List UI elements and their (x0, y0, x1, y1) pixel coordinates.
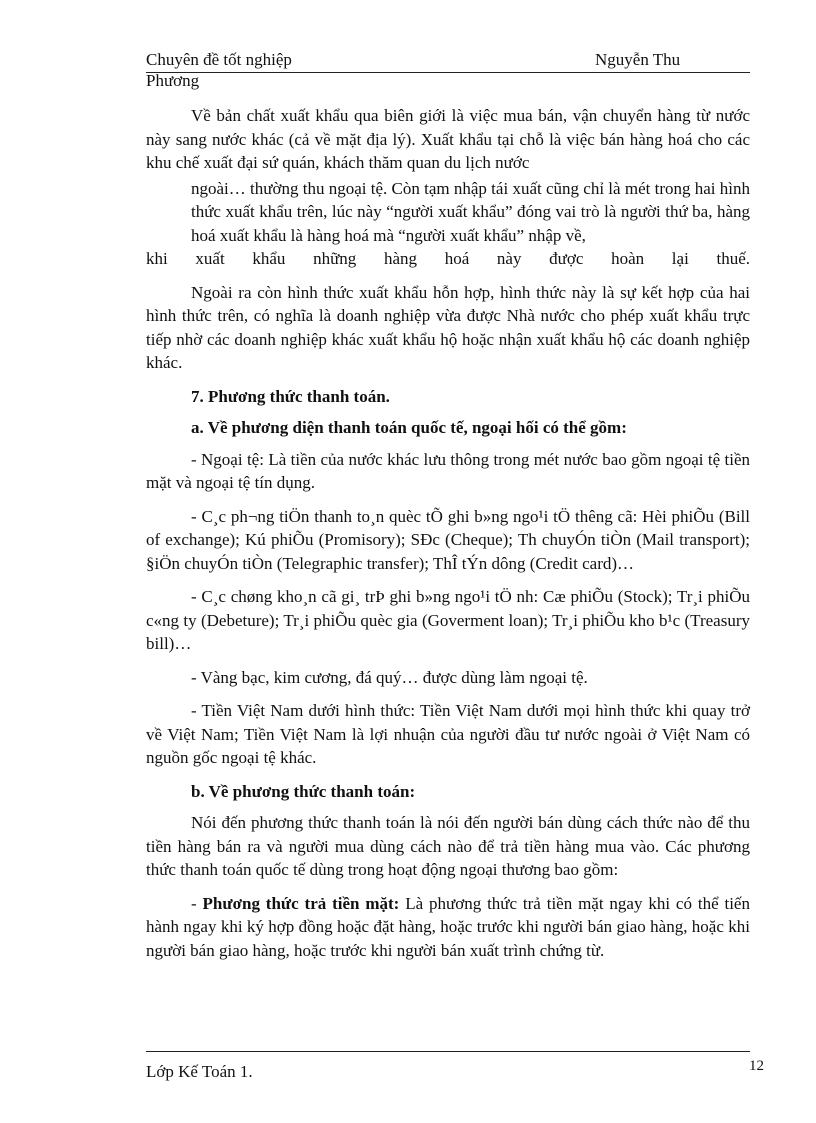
paragraph-payment-instruments: - C¸c ph¬ng tiÖn thanh to¸n quèc tÕ ghi b»ng ngo¹i tÖ thêng cã: Hèi phiÕu (Bill of exchange); Kú phiÕu (Promisory); SÐc (Cheque); Th chuyÓn tiÒn (Mail transport); §iÖn chuyÓn tiÒn (Telegraphic transfer); ThÎ tÝn dông (Credit card)… (146, 506, 750, 573)
paragraph-mixed-export: Ngoài ra còn hình thức xuất khẩu hỗn hợp, hình thức này là sự kết hợp của hai hình thức trên, có nghĩa là doanh nghiệp vừa được Nhà nước cho phép xuất khẩu trực tiếp nhờ các doanh nghiệp khác xuất khẩu hộ hoặc nhận xuất khẩu hộ các doanh nghiệp khác. (146, 282, 750, 372)
page-header (146, 50, 750, 73)
paragraph-securities: - C¸c chøng kho¸n cã gi¸ trÞ ghi b»ng ngo¹i tÖ nh: Cæ phiÕu (Stock); Tr¸i phiÕu c«ng ty (Debeture); Tr¸i phiÕu quèc gia (Goverment loan); Tr¸i phiÕu kho b¹c (Treasury bill)… (146, 587, 750, 653)
page-footer (146, 1051, 764, 1081)
paragraph-cross-border: Về bản chất xuất khẩu qua biên giới là việc mua bán, vận chuyển hàng từ nước này sang nước khác (cả về mặt địa lý). Xuất khẩu tại chỗ là việc bán hàng hoá cho các khu chế xuất đại sứ quán, khách thăm quan du lịch nước (146, 106, 750, 172)
cash-payment-term: Phương thức trả tiền mặt: (202, 893, 400, 913)
heading-international-payment: a. Về phương diện thanh toán quốc tế, ngoại hối có thể gồm: (191, 418, 627, 437)
page-number: 12 (749, 1058, 764, 1074)
paragraph-vietnam-currency: - Tiền Việt Nam dưới hình thức: Tiền Việt Nam dưới mọi hình thức khi quay trở về Việt Nam; Tiền Việt Nam là lợi nhuận của người đầu tư nước ngoài ở Việt Nam có nguồn gốc ngoại tệ khác. (146, 701, 750, 767)
paragraph-precious-metals: - Vàng bạc, kim cương, đá quý… được dùng làm ngoại tệ. (191, 667, 588, 687)
paragraph-payment-intro: Nói đến phương thức thanh toán là nói đến người bán dùng cách thức nào để thu tiền hàng bán ra và người mua dùng cách nào để trả tiền hàng mua vào. Các phương thức thanh toán quốc tế dùng trong hoạt động ngoại thương bao gồm: (146, 813, 750, 879)
paragraph-temporary-import: ngoài… thường thu ngoại tệ. Còn tạm nhập tái xuất cũng chỉ là mét trong hai hình thức xuất khẩu trên, lúc này “người xuất khẩu” đóng vai trò là người thứ ba, hàng hoá xuất khẩu là hàng hoá mà “người xuất khẩu” nhập về, (191, 178, 750, 245)
cash-payment-text: Là phương thức trả tiền mặt ngay khi có thể tiến hành ngay khi ký hợp đồng hoặc đặt hàng, hoặc trước khi người bán giao hàng, hoặc khi người bán giao hàng, hoặc trước khi người bán xuất trình chứng từ. (146, 893, 750, 960)
heading-payment-methods: 7. Phương thức thanh toán. (191, 386, 390, 406)
header-title: Chuyên đề tốt nghiệp (146, 50, 292, 69)
footer-class-label: Lớp Kế Toán 1. (146, 1062, 253, 1081)
document-body (146, 104, 750, 972)
paragraph-cash-payment (146, 892, 750, 963)
header-author: Nguyễn Thu (595, 50, 681, 69)
header-author-wrap: Phương (146, 71, 200, 90)
paragraph-tax-refund: khi xuất khẩu những hàng hoá này được hoàn lại thuế. (146, 249, 750, 268)
heading-payment-types: b. Về phương thức thanh toán: (191, 781, 416, 801)
cash-payment-dash: - (191, 893, 203, 913)
paragraph-foreign-currency: - Ngoại tệ: Là tiền của nước khác lưu thông trong mét nước bao gồm ngoại tệ tiền mặt và ngoại tệ tín dụng. (146, 449, 750, 492)
